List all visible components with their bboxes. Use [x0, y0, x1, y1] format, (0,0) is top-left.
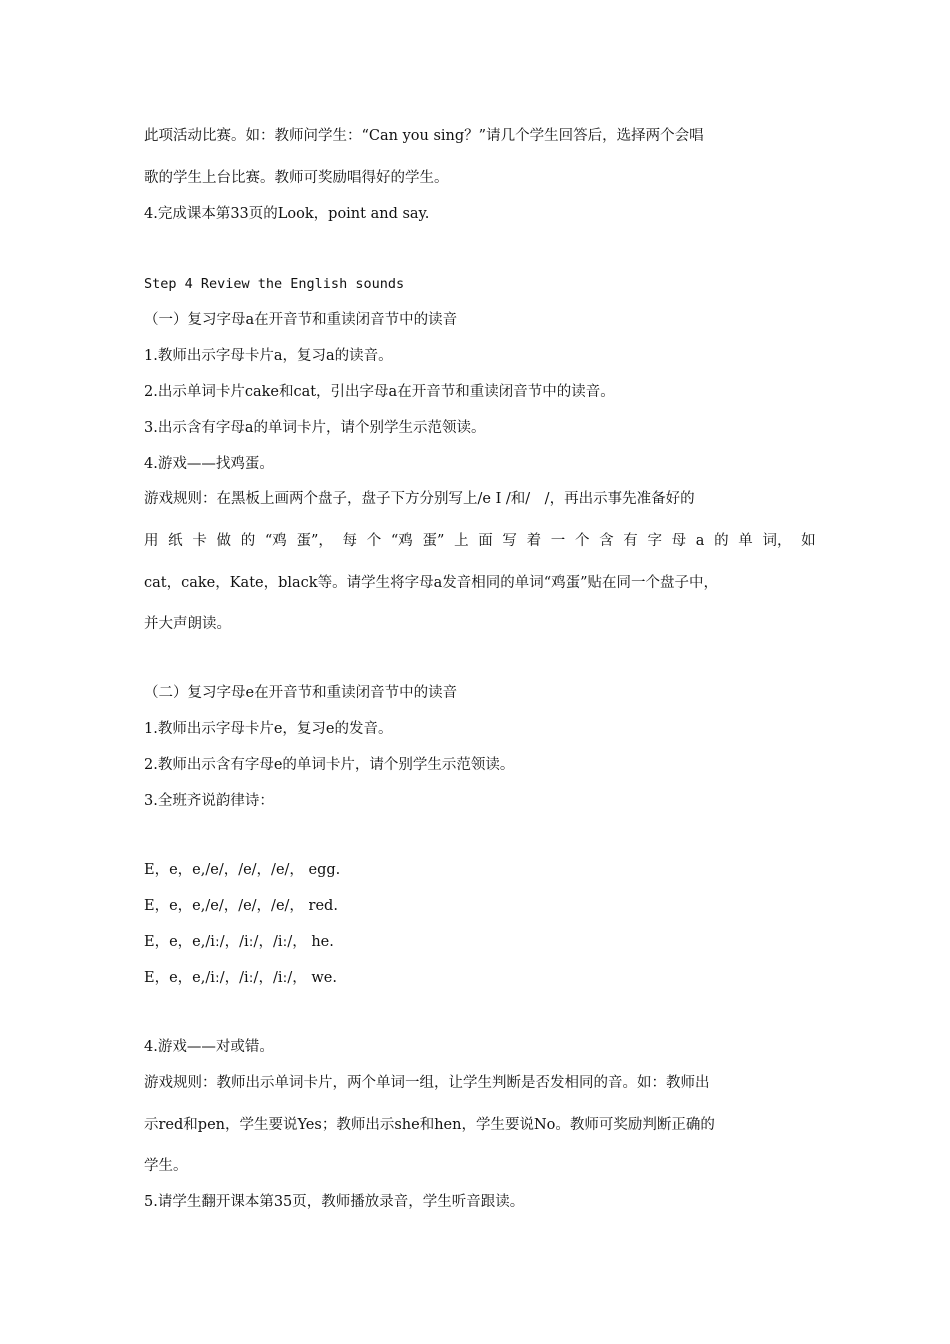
- subsection-title: （一）复习字母a在开音节和重读闭音节中的读音: [144, 312, 458, 328]
- list-item: 1.教师出示字母卡片a，复习a的读音。: [144, 348, 393, 364]
- justified-token: 含: [599, 533, 614, 549]
- game-rules-line: 游戏规则：教师出示单词卡片，两个单词一组，让学生判断是否发相同的音。如：教师出: [144, 1075, 710, 1091]
- justified-token: 做: [216, 533, 232, 549]
- subsection-title: （二）复习字母e在开音节和重读闭音节中的读音: [144, 685, 458, 701]
- justified-token: 的: [240, 533, 256, 549]
- justified-token: 个: [366, 533, 382, 549]
- justified-token: 个: [574, 533, 590, 549]
- justified-token: “鸡: [264, 533, 287, 549]
- justified-token: 词，: [762, 533, 792, 549]
- justified-token: “鸡: [390, 533, 413, 549]
- justified-token: 字: [647, 533, 662, 549]
- game-rules-line: 示red和pen，学生要说Yes；教师出示she和hen，学生要说No。教师可奖励判断正确的: [144, 1117, 715, 1133]
- list-item: 4.游戏——找鸡蛋。: [144, 456, 274, 472]
- list-item: 5.请学生翻开课本第35页，教师播放录音，学生听音跟读。: [144, 1194, 525, 1210]
- list-item: 2.教师出示含有字母e的单词卡片，请个别学生示范领读。: [144, 757, 515, 773]
- chant-line: E，e，e,/iː/，/iː/，/iː/， he.: [144, 934, 334, 950]
- justified-token: 面: [478, 533, 493, 549]
- chant-line: E，e，e,/e/，/e/，/e/， egg.: [144, 862, 341, 878]
- justified-token: 蛋”: [422, 533, 445, 549]
- justified-token: 母: [671, 533, 687, 549]
- game-rules-line: 学生。: [144, 1158, 188, 1174]
- justified-token: 的: [714, 533, 729, 549]
- paragraph-line: 此项活动比赛。如：教师问学生：“Can you sing？”请几个学生回答后，选择两个会唱: [144, 128, 704, 144]
- list-item: 3.全班齐说韵律诗：: [144, 793, 274, 809]
- chant-line: E，e，e,/iː/，/iː/，/iː/， we.: [144, 970, 337, 986]
- game-rules-line: 游戏规则：在黑板上画两个盘子，盘子下方分别写上/e I /和/ /，再出示事先准备好的: [144, 491, 695, 507]
- justified-token: 如: [801, 533, 816, 549]
- justified-token: 用: [144, 533, 159, 549]
- justified-token: 蛋”，: [296, 533, 333, 549]
- section-heading: Step 4 Review the English sounds: [144, 276, 405, 292]
- list-item: 1.教师出示字母卡片e，复习e的发音。: [144, 721, 393, 737]
- justified-token: 上: [454, 533, 469, 549]
- list-item: 4.游戏——对或错。: [144, 1039, 274, 1055]
- chant-line: E，e，e,/e/，/e/，/e/， red.: [144, 898, 338, 914]
- paragraph-line: 歌的学生上台比赛。教师可奖励唱得好的学生。: [144, 170, 449, 186]
- game-rules-line: 并大声朗读。: [144, 616, 231, 632]
- game-rules-justified-line: [144, 531, 816, 551]
- justified-token: 卡: [192, 533, 207, 549]
- justified-token: 单: [738, 533, 753, 549]
- justified-token: 写: [502, 533, 517, 549]
- justified-token: a: [695, 533, 705, 549]
- justified-token: 纸: [168, 533, 183, 549]
- list-item: 3.出示含有字母a的单词卡片，请个别学生示范领读。: [144, 420, 486, 436]
- list-item: 4.完成课本第33页的Look，point and say.: [144, 206, 430, 222]
- justified-token: 有: [623, 533, 638, 549]
- justified-token: 着: [526, 533, 542, 549]
- list-item: 2.出示单词卡片cake和cat，引出字母a在开音节和重读闭音节中的读音。: [144, 384, 615, 400]
- game-rules-line: cat，cake，Kate，black等。请学生将字母a发音相同的单词“鸡蛋”贴在同一个盘子中，: [144, 575, 719, 591]
- justified-token: 每: [342, 533, 358, 549]
- justified-token: 一: [550, 533, 566, 549]
